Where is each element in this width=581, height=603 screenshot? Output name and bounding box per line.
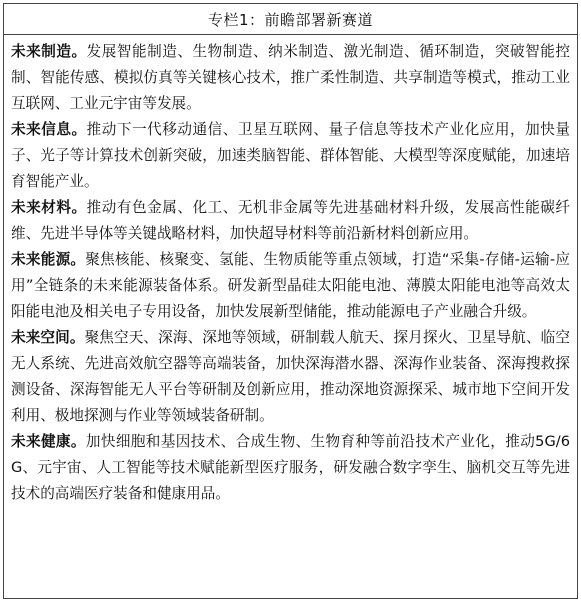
section-information <box>11 117 570 195</box>
section-body: 加快细胞和基因技术、合成生物、生物育种等前沿技术产业化，推动5G/6G、元宇宙、人工智能等技术赋能新型医疗服务，研发融合数字孪生、脑机交互等先进技术的高端医疗装备和健康用品。 <box>11 433 570 502</box>
section-body: 推动有色金属、化工、无机非金属等先进基础材料升级，发展高性能碳纤维、先进半导体等关键战略材料，加快超导材料等前沿新材料创新应用。 <box>11 199 570 242</box>
column-box <box>3 3 578 599</box>
section-materials <box>11 195 570 247</box>
section-heading: 未来材料。 <box>11 199 87 216</box>
section-heading: 未来信息。 <box>11 121 87 138</box>
section-health <box>11 429 570 507</box>
section-body: 发展智能制造、生物制造、纳米制造、激光制造、循环制造，突破智能控制、智能传感、模拟仿真等关键核心技术，推广柔性制造、共享制造等模式，推动工业互联网、工业元宇宙等发展。 <box>11 43 570 112</box>
column-content <box>4 35 577 507</box>
section-manufacturing <box>11 39 570 117</box>
section-heading: 未来空间。 <box>11 329 85 346</box>
section-body: 推动下一代移动通信、卫星互联网、量子信息等技术产业化应用，加快量子、光子等计算技术创新突破，加速类脑智能、群体智能、大模型等深度赋能，加速培育智能产业。 <box>11 121 570 190</box>
column-title: 专栏1：前瞻部署新赛道 <box>4 4 577 35</box>
section-heading: 未来健康。 <box>11 433 86 450</box>
section-space <box>11 325 570 429</box>
section-heading: 未来能源。 <box>11 251 86 268</box>
section-energy <box>11 247 570 325</box>
section-body: 聚焦核能、核聚变、氢能、生物质能等重点领域，打造“采集-存储-运输-应用”全链条的未来能源装备体系。研发新型晶硅太阳能电池、薄膜太阳能电池等高效太阳能电池及相关电子专用设备，加快发展新型储能，推动能源电子产业融合升级。 <box>11 251 570 320</box>
section-body: 聚焦空天、深海、深地等领域，研制载人航天、探月探火、卫星导航、临空无人系统、先进高效航空器等高端装备，加快深海潜水器、深海作业装备、深海搜救探测设备、深海智能无人平台等研制及创新应用，推动深地资源探采、城市地下空间开发利用、极地探测与作业等领域装备研制。 <box>11 329 570 424</box>
section-heading: 未来制造。 <box>11 43 87 60</box>
